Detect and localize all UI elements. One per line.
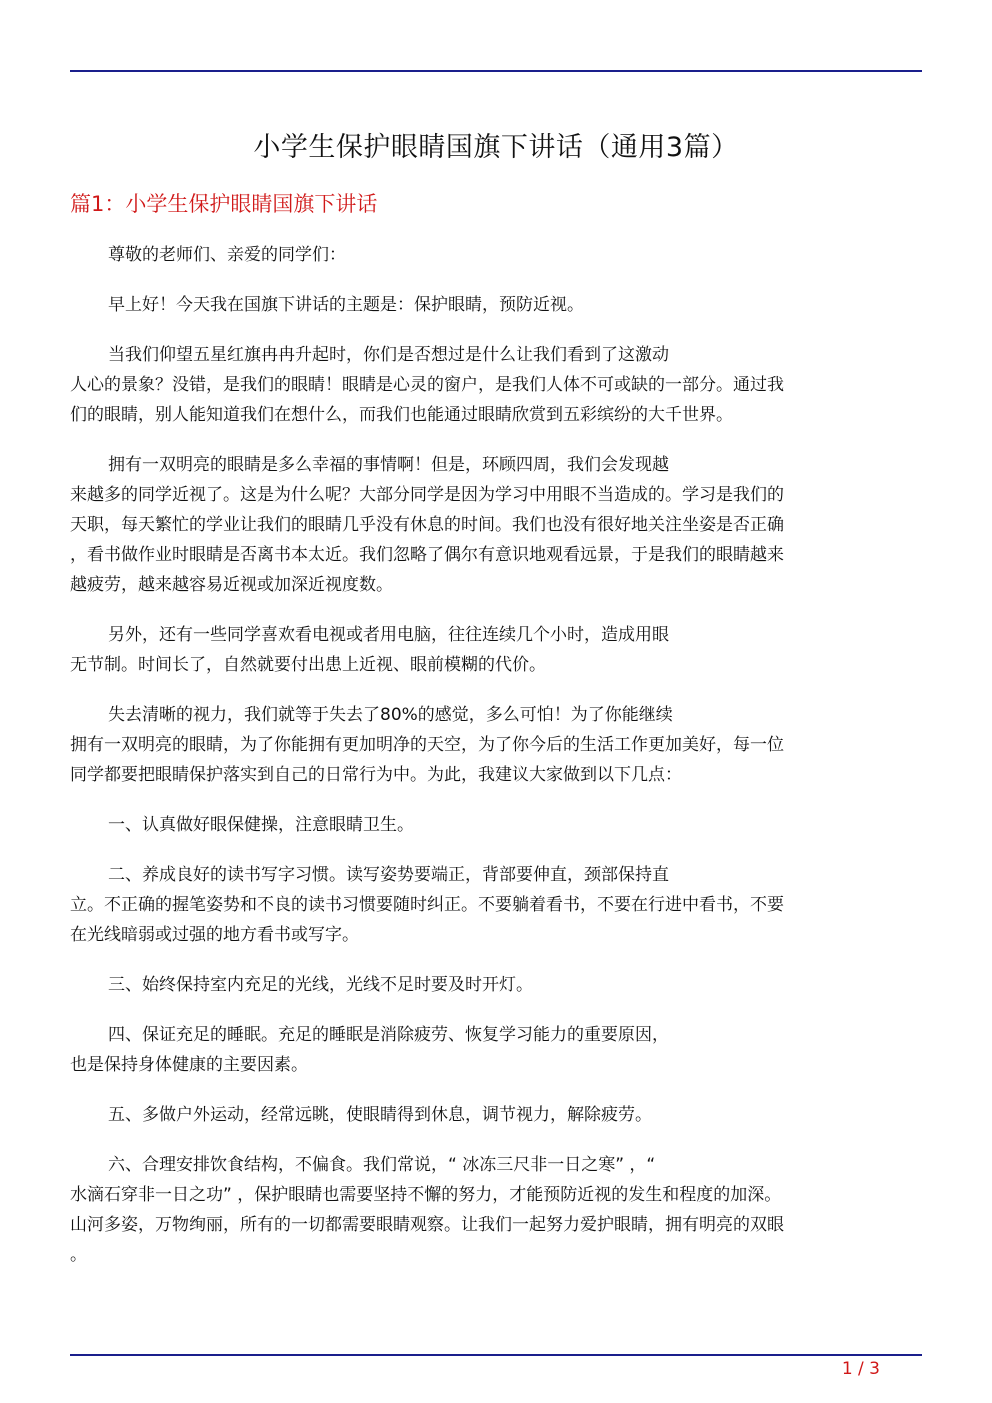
paragraph-line: 尊敬的老师们、亲爱的同学们：	[108, 245, 346, 265]
page-number: 1 / 3	[841, 1359, 880, 1379]
paragraph-line: 天职，每天繁忙的学业让我们的眼睛几乎没有休息的时间。我们也没有很好地关注坐姿是否正确	[70, 515, 784, 535]
paragraph-line: 五、多做户外运动，经常远眺，使眼睛得到休息，调节视力，解除疲劳。	[108, 1105, 652, 1125]
paragraph-line: 人心的景象？没错，是我们的眼睛！眼睛是心灵的窗户，是我们人体不可或缺的一部分。通过我	[70, 375, 784, 395]
paragraph-line: 六、合理安排饮食结构，不偏食。我们常说，“ 冰冻三尺非一日之寒” ，“	[108, 1155, 656, 1175]
paragraph-line: ，看书做作业时眼睛是否离书本太近。我们忽略了偶尔有意识地观看远景，于是我们的眼睛越来	[70, 545, 784, 565]
paragraph	[70, 860, 922, 950]
paragraph	[70, 290, 922, 320]
paragraph-line: 失去清晰的视力，我们就等于失去了80%的感觉，多么可怕！为了你能继续	[108, 705, 673, 725]
paragraph-line: 。	[70, 1245, 87, 1265]
paragraph	[70, 620, 922, 680]
paragraph	[70, 700, 922, 790]
paragraph-line: 无节制。时间长了，自然就要付出患上近视、眼前模糊的代价。	[70, 655, 546, 675]
paragraph	[70, 1150, 922, 1270]
paragraph-line: 当我们仰望五星红旗冉冉升起时，你们是否想过是什么让我们看到了这激动	[108, 345, 669, 365]
paragraph-line: 来越多的同学近视了。这是为什么呢？大部分同学是因为学习中用眼不当造成的。学习是我们的	[70, 485, 784, 505]
paragraph-line: 也是保持身体健康的主要因素。	[70, 1055, 308, 1075]
header-rule	[70, 70, 922, 72]
paragraph-line: 在光线暗弱或过强的地方看书或写字。	[70, 925, 359, 945]
paragraph-line: 拥有一双明亮的眼睛，为了你能拥有更加明净的天空，为了你今后的生活工作更加美好，每一位	[70, 735, 784, 755]
paragraph-line: 另外，还有一些同学喜欢看电视或者用电脑，往往连续几个小时，造成用眼	[108, 625, 669, 645]
paragraph	[70, 240, 922, 270]
paragraph	[70, 1020, 922, 1080]
footer-rule	[70, 1354, 922, 1356]
paragraph-line: 水滴石穿非一日之功” ，保护眼睛也需要坚持不懈的努力，才能预防近视的发生和程度的加深。	[70, 1185, 782, 1205]
paragraph	[70, 450, 922, 600]
paragraph-line: 拥有一双明亮的眼睛是多么幸福的事情啊！但是，环顾四周，我们会发现越	[108, 455, 669, 475]
section-heading: 篇1：小学生保护眼睛国旗下讲话	[70, 192, 378, 216]
paragraph-line: 立。不正确的握笔姿势和不良的读书习惯要随时纠正。不要躺着看书，不要在行进中看书，不要	[70, 895, 784, 915]
paragraph	[70, 1100, 922, 1130]
paragraph	[70, 340, 922, 430]
document-title: 小学生保护眼睛国旗下讲话（通用3篇）	[253, 132, 739, 163]
paragraph-line: 二、养成良好的读书写字习惯。读写姿势要端正，背部要伸直，颈部保持直	[108, 865, 669, 885]
paragraph-line: 越疲劳，越来越容易近视或加深近视度数。	[70, 575, 393, 595]
paragraph-line: 们的眼睛，别人能知道我们在想什么，而我们也能通过眼睛欣赏到五彩缤纷的大千世界。	[70, 405, 733, 425]
paragraph	[70, 970, 922, 1000]
document-body	[70, 240, 922, 1290]
paragraph-line: 四、保证充足的睡眠。充足的睡眠是消除疲劳、恢复学习能力的重要原因，	[108, 1025, 669, 1045]
paragraph-line: 山河多姿，万物绚丽，所有的一切都需要眼睛观察。让我们一起努力爱护眼睛，拥有明亮的双眼	[70, 1215, 784, 1235]
paragraph-line: 早上好！今天我在国旗下讲话的主题是：保护眼睛，预防近视。	[108, 295, 584, 315]
paragraph-line: 同学都要把眼睛保护落实到自己的日常行为中。为此，我建议大家做到以下几点：	[70, 765, 682, 785]
paragraph-line: 三、始终保持室内充足的光线，光线不足时要及时开灯。	[108, 975, 533, 995]
paragraph	[70, 810, 922, 840]
paragraph-line: 一、认真做好眼保健操，注意眼睛卫生。	[108, 815, 414, 835]
